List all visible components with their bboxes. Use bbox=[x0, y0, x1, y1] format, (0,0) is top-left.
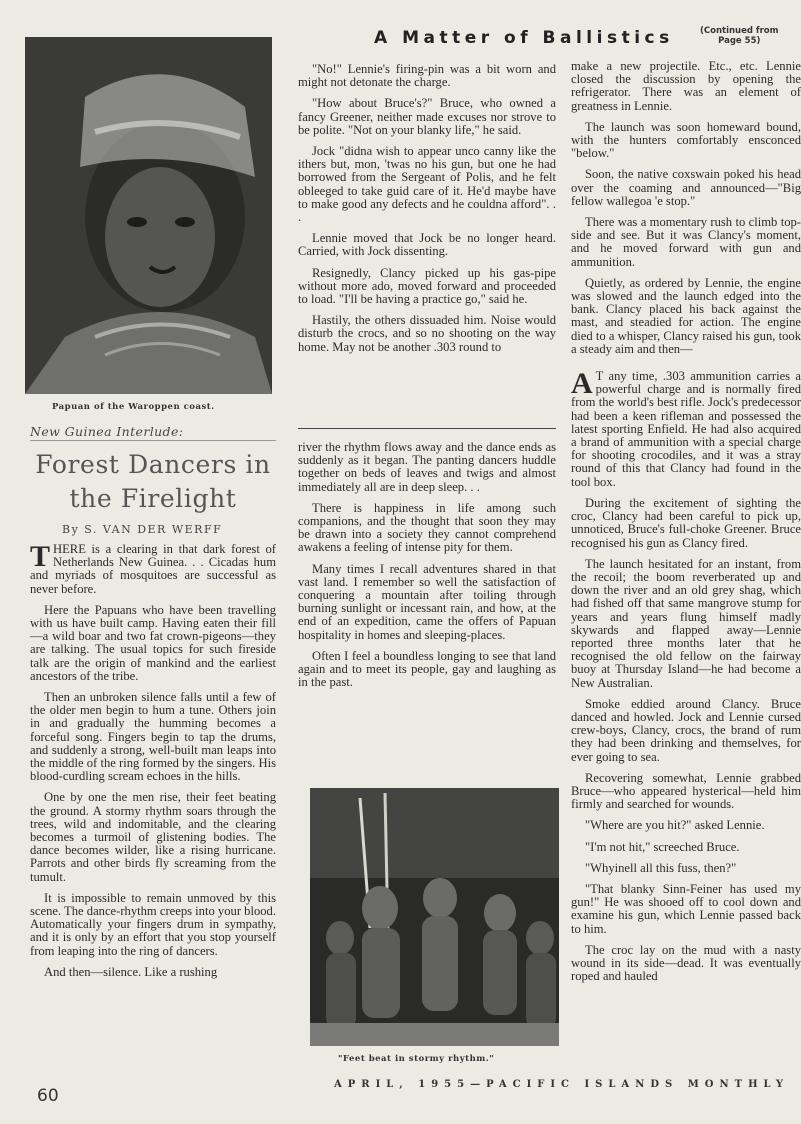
ballistics-paragraph bbox=[571, 367, 801, 489]
dancers-paragraph: Often I feel a boundless longing to see that land again and to meet its people, gay and laughing as in the past. bbox=[298, 648, 556, 690]
dancers-paragraph: Many times I recall adventures shared in that vast land. I remember so well the satisfaction of conquering a mountain after toiling through burning sunlight or incessant rain, and how, at the end of an expedition, came the offers of Papuan hospitality in homes and sleeping-places. bbox=[298, 561, 556, 642]
dancers-paragraph: It is impossible to remain unmoved by this scene. The dance-rhythm creeps into your blood. Automatically your fingers drum in sympathy, and it is only by an effort that you stop yourself from leaping into the ring of dancers. bbox=[30, 890, 276, 958]
ballistics-paragraph: "How about Bruce's?" Bruce, who owned a fancy Greener, neither made excuses nor strove to be polite. "Not on your blanky life," he said. bbox=[298, 96, 556, 137]
headline-line1: Forest Dancers in bbox=[35, 450, 271, 479]
dancers-paragraph: Then an unbroken silence falls until a few of the older men begin to hum a tune. Others join in and gradually the humming becomes a forceful song. Fingers begin to tap the drums, and suddenly a strong, well-built man leaps into the middle of the ring formed by the singers. His blood-curdling scream echoes in the hills. bbox=[30, 690, 276, 784]
continued-note-line2: Page 55) bbox=[718, 36, 761, 46]
continued-note-line1: (Continued from bbox=[700, 26, 779, 36]
ballistics-paragraph: "No!" Lennie's firing-pin was a bit worn and might not detonate the charge. bbox=[298, 62, 556, 90]
dancers-photo bbox=[310, 788, 559, 1046]
ballistics-paragraph: Hastily, the others dissuaded him. Noise would disturb the crocs, and so no shooting on the way home. May not be another .303 round to bbox=[298, 313, 556, 354]
series-underline bbox=[30, 440, 276, 441]
ballistics-paragraph: "Whyinell all this fuss, then?" bbox=[585, 860, 737, 875]
footer-text: APRIL, 1955—PACIFIC ISLANDS MONTHLY bbox=[334, 1079, 790, 1090]
dancers-column-1 bbox=[30, 540, 276, 987]
dancers-paragraph-1 bbox=[30, 540, 276, 596]
article-title: A Matter of Ballistics bbox=[374, 28, 674, 48]
ballistics-paragraph: The launch was soon homeward bound, with the hunters comfortably ensconced "below." bbox=[571, 119, 801, 161]
portrait-illustration bbox=[25, 37, 272, 394]
ballistics-paragraph: Lennie moved that Jock be no longer heard. Carried, with Jock dissenting. bbox=[298, 231, 556, 259]
ballistics-paragraph: Smoke eddied around Clancy. Bruce danced and howled. Jock and Lennie cursed crew-boys, Clancy, crocs, the brand of rum they had been drinking and themselves, for ever going to sea. bbox=[571, 696, 801, 764]
dancers-illustration bbox=[310, 788, 559, 1046]
ballistics-paragraph: Recovering somewhat, Lennie grabbed Bruce—who appeared hysterical—held him firmly and searched for wounds. bbox=[571, 770, 801, 812]
ballistics-paragraph-text: T any time, .303 ammunition carries a powerful charge and is normally fired from the world's best rifle. Jock's predecessor had been a keen rifleman and possessed the latest sporting Enfield. He had also acquired a brand of ammunition with a special charge for shooting crocodiles, and it was a stray round of this that Clancy had found in the tool box. bbox=[571, 369, 801, 489]
ballistics-paragraph: "That blanky Sinn-Feiner has used my gun!" He was shooed off to cool down and examine his gun, which Lennie passed back to him. bbox=[571, 881, 801, 936]
dancers-paragraph: river the rhythm flows away and the dance ends as suddenly as it began. The panting dancers huddle together on beds of leaves and twigs and almost immediately all are in deep sleep. . . bbox=[298, 440, 556, 494]
ballistics-paragraph: Quietly, as ordered by Lennie, the engine was slowed and the launch edged into the bank. Clancy placed his back against the mast, and steadied for action. The engine died to a whisper, Clancy raised his gun, took a steady aim and then— bbox=[571, 275, 801, 356]
ballistics-paragraph: The croc lay on the mud with a nasty wound in its side—dead. It was eventually roped and hauled bbox=[571, 942, 801, 984]
ballistics-paragraph: Soon, the native coxswain poked his head over the coaming and announced—"Big fellow wallegoa 'e stop." bbox=[571, 167, 801, 208]
ballistics-paragraph: The launch hesitated for an instant, from the recoil; the boom reverberated up and down the river and an old grey shag, which had fished off that same mangrove stump for years and years flung himself madly skywards and flapped away—Lennie reported three months later that he recognised the old fellow on the fairway buoy at Thursday Island—he had become a New Australian. bbox=[571, 556, 801, 690]
dancers-caption: "Feet beat in stormy rhythm." bbox=[338, 1054, 495, 1064]
ballistics-dropcap: A bbox=[571, 367, 593, 401]
ballistics-paragraph: "Where are you hit?" asked Lennie. bbox=[585, 818, 765, 833]
continued-note bbox=[700, 26, 779, 46]
dancers-paragraph: And then—silence. Like a rushing bbox=[44, 964, 218, 979]
portrait-photo bbox=[25, 37, 272, 394]
dancers-paragraph: One by one the men rise, their feet beating the ground. A stormy rhythm soars through the trees, wild and indomitable, and the clearing becomes a turmoil of glistening bodies. The dance becomes wilder, like a rising hurricane. Parrots and other birds fly screaming from the tumult. bbox=[30, 790, 276, 884]
ballistics-paragraph: During the excitement of sighting the croc, Clancy had been careful to pick up, unnoticed, Bruce's full-choke Greener. Bruce recognised his gun as Clancy fired. bbox=[571, 495, 801, 550]
ballistics-paragraph: make a new projectile. Etc., etc. Lennie closed the discussion by opening the refrigerator. There was an element of greatness in Lennie. bbox=[571, 60, 801, 113]
column-divider bbox=[298, 428, 556, 429]
dancers-dropcap: T bbox=[30, 540, 51, 573]
ballistics-column-2 bbox=[298, 63, 556, 362]
ballistics-paragraph: Jock "didna wish to appear unco canny like the ithers but, mon, 'twas no his gun, but one he had borrowed from the Sergeant of Polis, and he felt obleeged to take guid care of it. He'd maybe have to make good any defects and he couldna afford". . . bbox=[298, 144, 556, 225]
headline bbox=[22, 448, 284, 516]
ballistics-paragraph: "I'm not hit," screeched Bruce. bbox=[585, 839, 740, 854]
ballistics-column-3 bbox=[571, 60, 801, 1070]
dancers-paragraph-1-text: HERE is a clearing in that dark forest of Netherlands New Guinea. . . Cicadas hum and myriads of mosquitoes are successful as never before. bbox=[30, 542, 276, 596]
page-number: 60 bbox=[37, 1086, 59, 1106]
dancers-paragraph: There is happiness in life among such companions, and the thought that soon they may be drawn into a society they cannot comprehend awakens a feeling of intense pity for them. bbox=[298, 500, 556, 555]
portrait-caption: Papuan of the Waroppen coast. bbox=[52, 402, 215, 412]
headline-line2: the Firelight bbox=[69, 484, 237, 513]
series-label: New Guinea Interlude: bbox=[30, 424, 184, 439]
ballistics-paragraph: There was a momentary rush to climb top-side and see. But it was Clancy's moment, and he moved forward with gun and ammunition. bbox=[571, 215, 801, 269]
ballistics-paragraph: Resignedly, Clancy picked up his gas-pipe without more ado, moved forward and proceeded to load. "I'll be having a practice go," said he. bbox=[298, 265, 556, 307]
dancers-column-2 bbox=[298, 441, 556, 697]
dancers-paragraph: Here the Papuans who have been travelling with us have built camp. Having eaten their fill—a wild boar and two fat crown-pigeons—they are talking. The usual topics for such fireside talk are the origin of mankind and the earliest ancestors of the tribe. bbox=[30, 602, 276, 683]
byline: By S. VAN DER WERFF bbox=[62, 523, 223, 536]
